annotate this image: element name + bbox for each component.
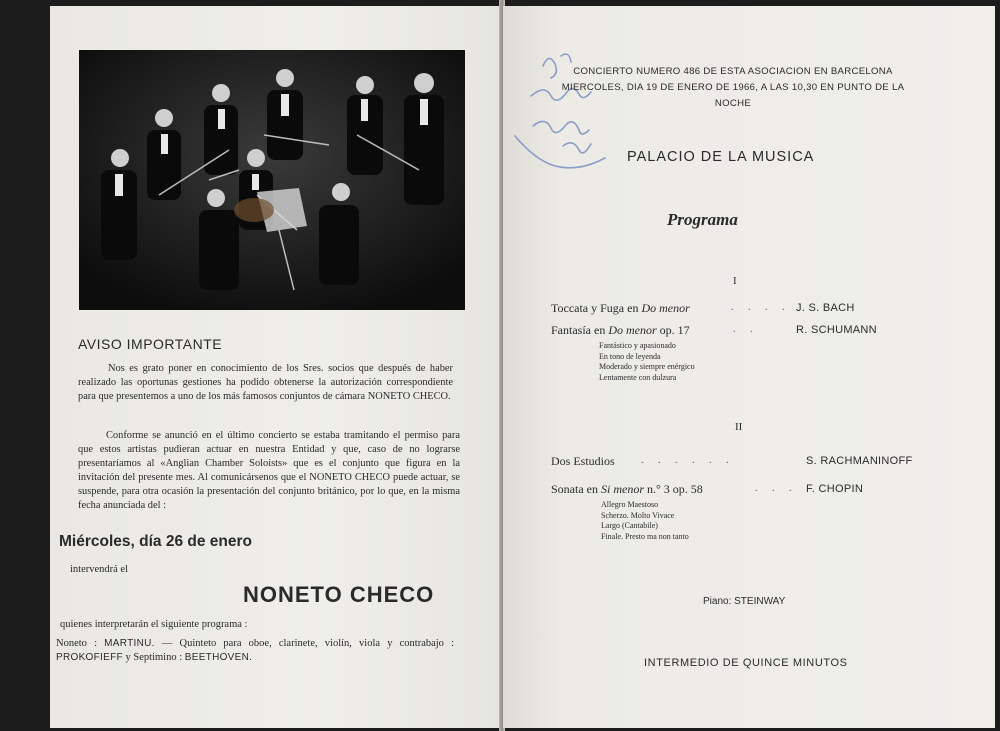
work-key: Do menor [608,323,657,337]
composer-bach: J. S. BACH [796,302,855,314]
notice-paragraph-1: Nos es grato poner en conocimiento de los Sres. socios que después de haber realizado las oportunas gestiones ha podido obtenerse la autorización correspondiente para que presentemos a uno de los más famosos conjuntos de cámara NONETO CHECO. [78,363,453,402]
leader-dots: . . . . . . [641,455,735,466]
chopin-movements [601,500,689,542]
work-opus: n.° 3 op. 58 [644,482,703,496]
noneto-program [56,637,454,665]
composer-schumann: R. SCHUMANN [796,324,877,336]
movement: Fantástico y apasionado [599,341,676,350]
work-title-text: Sonata en [551,482,601,496]
work-opus: op. 17 [656,323,690,337]
movement: Finale. Presto ma non tanto [601,531,689,541]
work-title [551,323,690,338]
leader-dots: . . [733,324,759,335]
work-title-text: Toccata y Fuga en [551,301,642,315]
work-key: Si menor [601,482,644,496]
concert-info: CONCIERTO NUMERO 486 DE ESTA ASOCIACION EN BARCELONA MIERCOLES, DIA 19 DE ENERO DE 1966, A LAS 10,30 EN PUNTO DE LA NOCHE [561,66,905,109]
work-title [551,482,703,497]
intervendra-text: intervendrá el [70,564,129,575]
venue-name: PALACIO DE LA MUSICA [627,149,815,165]
ensemble-photo-image [79,50,465,310]
program-text-2: — Quinteto para oboe, clarinete, violín, viola y contrabajo : [154,638,455,649]
right-page [503,6,995,728]
piano-note: Piano: STEINWAY [703,596,786,607]
notice-paragraph-2: Conforme se anunció en el último concierto se estaba tramitando el permiso para que estos artistas pudieran actuar en nuestra Entidad y que, caso de no lograrse presentaríamos al «Anglian Chamber Soloists» que es el conjunto que figura en la invitación del presente mes. Al comunicársenos que el NONETO CHECO puede actuar, se suspende, para otra ocasión la presentación del conjunto británico, por lo que, en la misma fecha anunciada del : [78,430,460,511]
work-title-text: Dos Estudios [551,454,615,468]
movement: Scherzo. Molto Vivace [601,510,675,520]
ensemble-name: NONETO CHECO [243,582,435,607]
work-key: Do menor [641,301,690,315]
program-title: Programa [667,210,738,229]
composer-rachmaninoff: S. RACHMANINOFF [806,455,913,467]
program-text-3: y Septimino : [122,652,185,663]
work-title-text: Fantasía en [551,323,609,337]
program-text-1: Noneto : [56,638,105,649]
aviso-title: AVISO IMPORTANTE [78,336,223,352]
leader-dots: . . . [755,483,798,494]
part-two-numeral: II [735,421,743,433]
movement: Allegro Maestoso [601,500,659,509]
program-composer-beethoven: BEETHOVEN. [184,652,253,663]
movement: Largo (Cantabile) [601,521,658,530]
leader-dots: . . . . [731,302,791,313]
part-one-numeral: I [733,275,737,287]
work-title [551,301,690,316]
composer-chopin: F. CHOPIN [806,483,864,495]
intermission-note: INTERMEDIO DE QUINCE MINUTOS [644,657,848,669]
schumann-movements [599,341,695,383]
movement: Lentamente con dulzura [599,372,677,382]
left-page [50,6,502,728]
program-composer-martinu: MARTINU. [104,638,155,649]
movement: Moderado y siempre enérgico [599,362,695,371]
ensemble-photo [79,50,465,310]
program-intro: quienes interpretarán el siguiente programa : [60,619,248,630]
movement: En tono de leyenda [599,351,661,361]
work-title [551,454,615,469]
program-composer-prokofieff: PROKOFIEFF [56,652,123,663]
concert-date-line: Miércoles, día 26 de enero [59,533,252,550]
